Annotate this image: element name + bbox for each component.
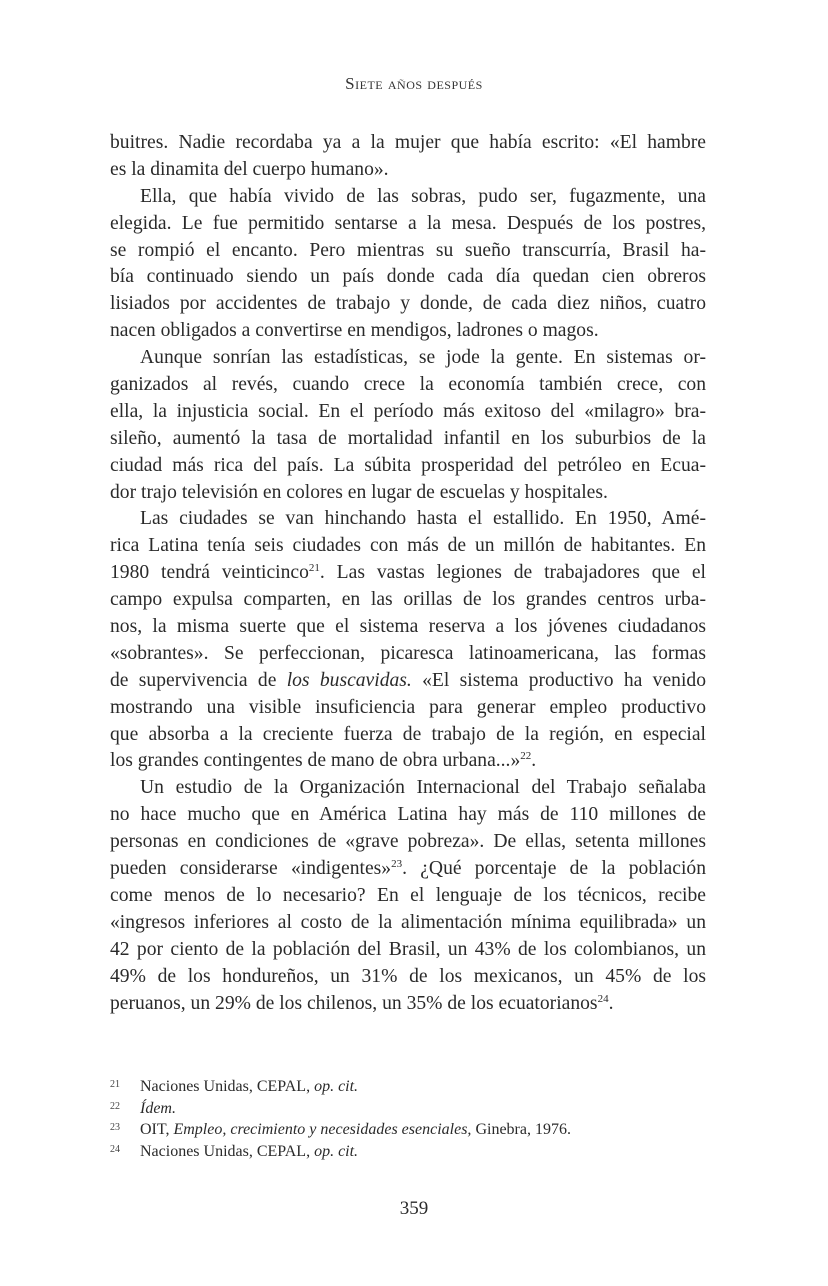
text-line: ciudad más rica del país. La súbita prosperidad del petróleo en Ecua- (110, 454, 706, 476)
text-line: buitres. Nadie recordaba ya a la mujer que había escrito: «El hambre (110, 132, 706, 153)
footnote-number: 23 (110, 1122, 120, 1133)
text-line: 42 por ciento de la población del Brasil, un 43% de los colombianos, un (110, 938, 706, 960)
text-line: come menos de lo necesario? En el lenguaje de los técnicos, recibe (110, 884, 706, 906)
footnote: 24 Naciones Unidas, CEPAL, op. cit. (110, 1139, 670, 1161)
text-line: Las ciudades se van hinchando hasta el estallido. En 1950, Amé- (140, 508, 706, 530)
text-line: pueden considerarse «indigentes»$^{23}$. ¿Qué porcentaje de la población (110, 858, 706, 880)
text-line: de supervivencia de los buscavidas. «El sistema productivo ha venido (110, 669, 707, 691)
text-line: nos, la misma suerte que el sistema reserva a los jóvenes ciudadanos (110, 616, 706, 638)
text-line: peruanos, un 29% de los chilenos, un 35% de los ecuatorianos$^{24}$. (110, 992, 614, 1014)
text-line: «ingresos inferiores al costo de la alimentación mínima equilibrada» un (110, 911, 706, 933)
footnote-ref[interactable]: 21 (308, 562, 320, 575)
text-line: personas en condiciones de «grave pobreza». De ellas, setenta millones (110, 831, 706, 853)
page-number: 359 (399, 1198, 429, 1219)
footnote-number: 21 (110, 1079, 120, 1090)
footnote-ref[interactable]: 23 (391, 858, 403, 871)
footnote-number: 22 (110, 1100, 120, 1112)
text-line: ella, la injusticia social. En el período más exitoso del «milagro» bra- (110, 400, 706, 422)
footnote: 21 Naciones Unidas, CEPAL, op. cit. (110, 1074, 670, 1096)
footnotes (110, 1074, 670, 1160)
text-line: se rompió el encanto. Pero mientras su sueño transcurría, Brasil ha- (110, 239, 706, 261)
text-line: Ella, que había vivido de las sobras, pudo ser, fugazmente, una (140, 185, 706, 207)
running-header: Siete años después (345, 74, 483, 93)
text-line: mostrando una visible insuficiencia para generar empleo productivo (110, 696, 706, 718)
text-line: sileño, aumentó la tasa de mortalidad infantil en los suburbios de la (110, 427, 706, 449)
text-line: lisiados por accidentes de trabajo y donde, de cada diez niños, cuatro (110, 293, 706, 315)
footnote-number: 24 (110, 1143, 120, 1155)
body-text (110, 130, 706, 1017)
text-line: 1980 tendrá veinticinco$^{21}$. Las vastas legiones de trabajadores que el (110, 562, 706, 584)
text-line: nacen obligados a convertirse en mendigos, ladrones o magos. (110, 320, 599, 342)
text-line: Aunque sonrían las estadísticas, se jode la gente. En sistemas or- (140, 347, 706, 369)
text-line: rica Latina tenía seis ciudades con más de un millón de habitantes. En (110, 535, 706, 557)
text-line: elegida. Le fue permitido sentarse a la mesa. Después de los postres, (110, 212, 706, 234)
text-line: campo expulsa comparten, en las orillas de los grandes centros urba- (110, 589, 706, 611)
text-line: es la dinamita del cuerpo humano». (110, 158, 389, 180)
text-line: no hace mucho que en América Latina hay más de 110 millones de (110, 804, 706, 826)
footnote: 22 Ídem. (110, 1096, 670, 1118)
footnote-ref[interactable]: 22 (520, 750, 532, 763)
text-line: dor trajo televisión en colores en lugar de escuelas y hospitales. (110, 481, 608, 503)
text-line: ganizados al revés, cuando crece la economía también crece, con (110, 374, 706, 396)
text-line: que absorba a la creciente fuerza de trabajo de la región, en especial (110, 723, 706, 745)
footnote-ref[interactable]: 24 (597, 992, 609, 1005)
text-line: 49% de los hondureños, un 31% de los mexicanos, un 45% de los (110, 965, 706, 987)
text-line: los grandes contingentes de mano de obra urbana...»$^{22}$. (110, 750, 537, 772)
footnote: 23 OIT, Empleo, crecimiento y necesidades esenciales, Ginebra, 1976. (110, 1117, 670, 1139)
text-line: bía continuado siendo un país donde cada día quedan cien obreros (110, 266, 706, 288)
text-line: «sobrantes». Se perfeccionan, picaresca latinoamericana, las formas (110, 642, 706, 664)
text-line: Un estudio de la Organización Internacional del Trabajo señalaba (140, 777, 706, 799)
